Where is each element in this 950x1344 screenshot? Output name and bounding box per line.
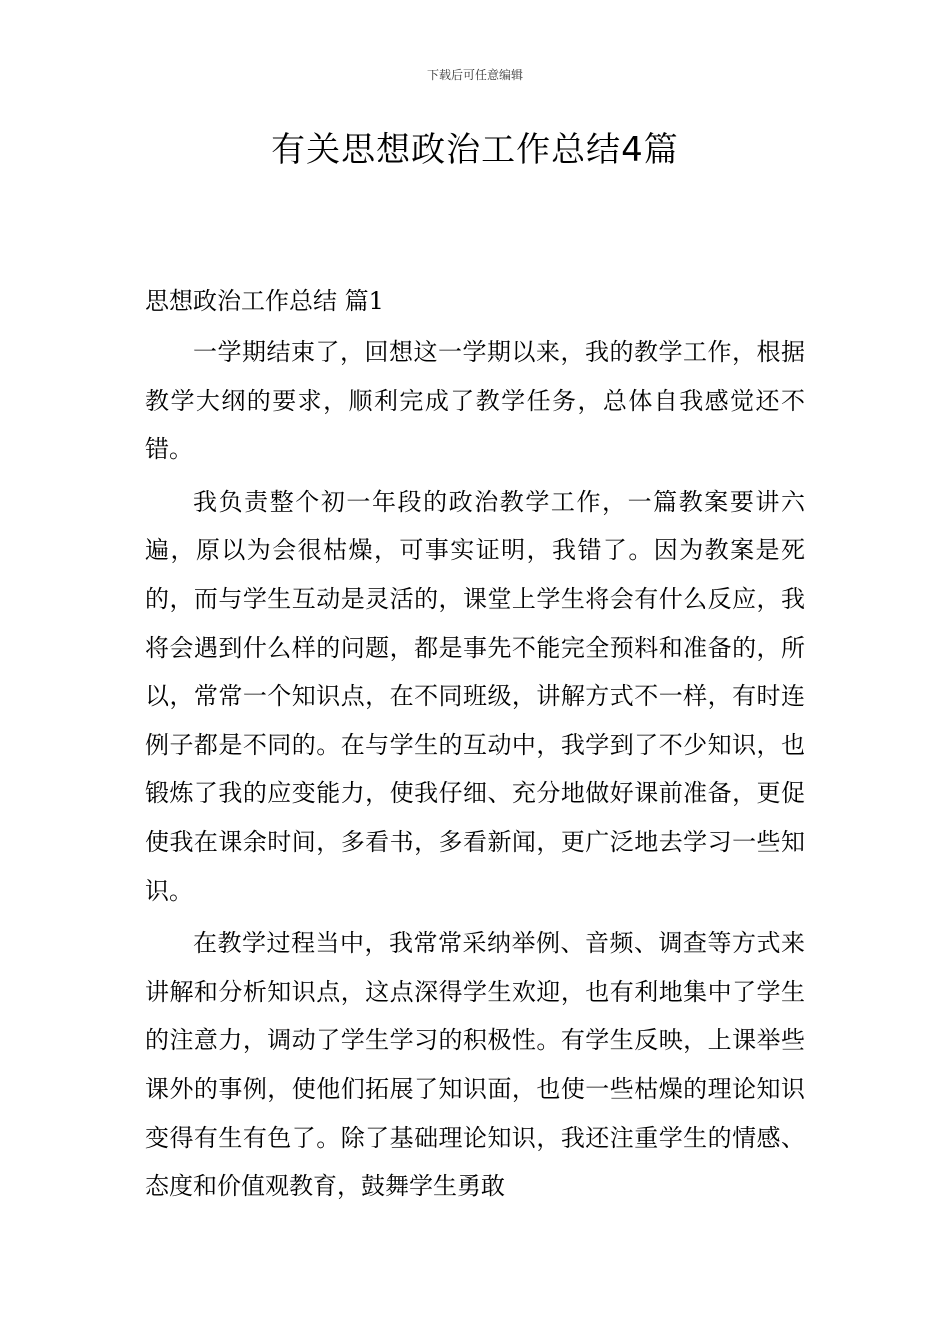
paragraph-3: 在教学过程当中，我常常采纳举例、音频、调查等方式来讲解和分析知识点，这点深得学生欢迎，也有利地集中了学生的注意力，调动了学生学习的积极性。有学生反映，上课举些课外的事例，使他们拓展了知识面，也使一些枯燥的理论知识变得有生有色了。除了基础理论知识，我还注重学生的情感、态度和价值观教育，鼓舞学生勇敢 xyxy=(145,929,805,1201)
header-note: 下载后可任意编辑 xyxy=(426,68,523,82)
paragraph-2: 我负责整个初一年段的政治教学工作，一篇教案要讲六遍，原以为会很枯燥，可事实证明，我错了。因为教案是死的，而与学生互动是灵活的，课堂上学生将会有什么反应，我将会遇到什么样的问题，都是事先不能完全预料和准备的，所以，常常一个知识点，在不同班级，讲解方式不一样，有时连例子都是不同的。在与学生的互动中，我学到了不少知识，也锻炼了我的应变能力，使我仔细、充分地做好课前准备，更促使我在课余时间，多看书，多看新闻，更广泛地去学习一些知识。 xyxy=(145,487,805,905)
section-heading: 思想政治工作总结 篇1 xyxy=(145,287,384,315)
page-title: 有关思想政治工作总结4篇 xyxy=(271,130,679,170)
paragraph-1: 一学期结束了，回想这一学期以来，我的教学工作，根据教学大纲的要求，顺利完成了教学任务，总体自我感觉还不错。 xyxy=(145,338,805,464)
document-body xyxy=(145,280,805,1215)
